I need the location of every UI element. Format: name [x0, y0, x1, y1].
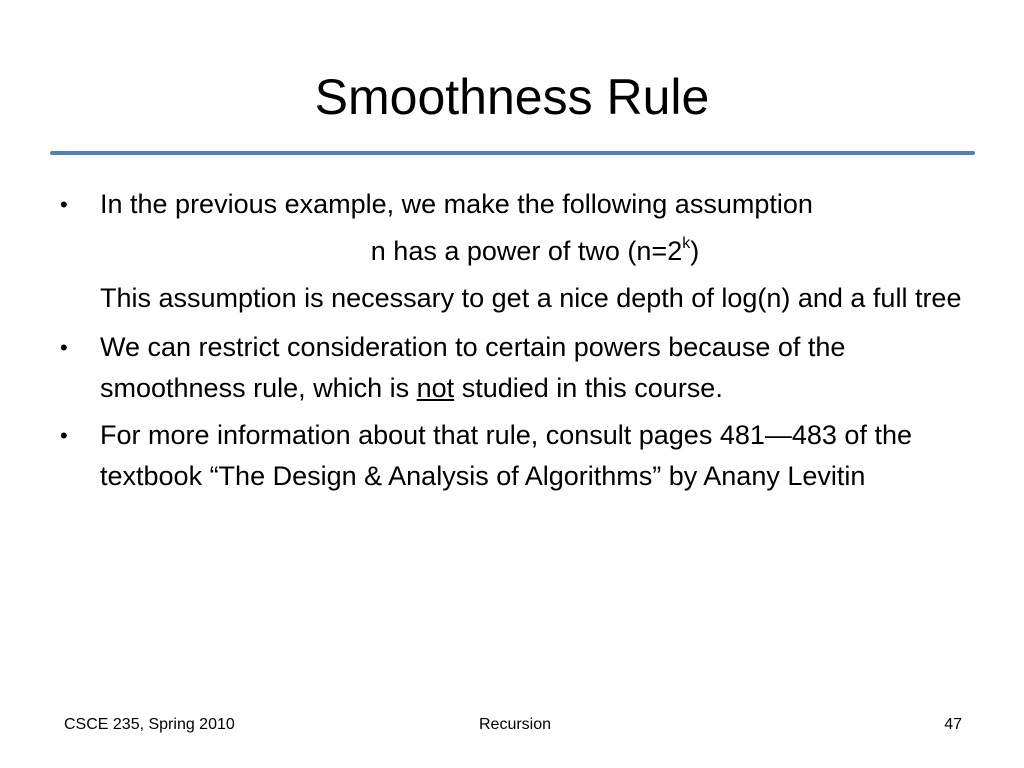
bullet-text-end: studied in this course.: [454, 373, 723, 403]
bullet-item-3: [60, 415, 970, 497]
bullet-marker: •: [60, 335, 68, 360]
bullet-marker: •: [60, 192, 68, 217]
bullet-marker: •: [60, 423, 68, 448]
exponent-k: k: [682, 235, 691, 252]
bullet-text-start: We can restrict consideration to certain powers because of the smoothness rule, which is: [100, 332, 846, 403]
bullet-item-1: [60, 184, 970, 225]
bullet-item-2: [60, 327, 970, 409]
title-underline-divider: [50, 151, 975, 155]
emphasis-not: not: [416, 373, 455, 403]
assumption-text: n has a power of two (n=2: [370, 236, 683, 266]
footer-course: CSCE 235, Spring 2010: [64, 716, 235, 733]
assumption-close-paren: ): [690, 236, 700, 266]
bullet-text: In the previous example, we make the following assumption: [100, 189, 813, 219]
slide-number: 47: [944, 716, 962, 733]
footer-topic: Recursion: [478, 716, 552, 733]
assumption-explanation: This assumption is necessary to get a nice depth of log(n) and a full tree: [100, 283, 962, 313]
assumption-line: [60, 231, 970, 272]
bullet-text: For more information about that rule, consult pages 481—483 of the textbook “The Design & Analysis of Algorithms” by Anany Levitin: [100, 420, 912, 491]
slide-body: [60, 184, 970, 503]
slide-title: Smoothness Rule: [314, 69, 710, 125]
